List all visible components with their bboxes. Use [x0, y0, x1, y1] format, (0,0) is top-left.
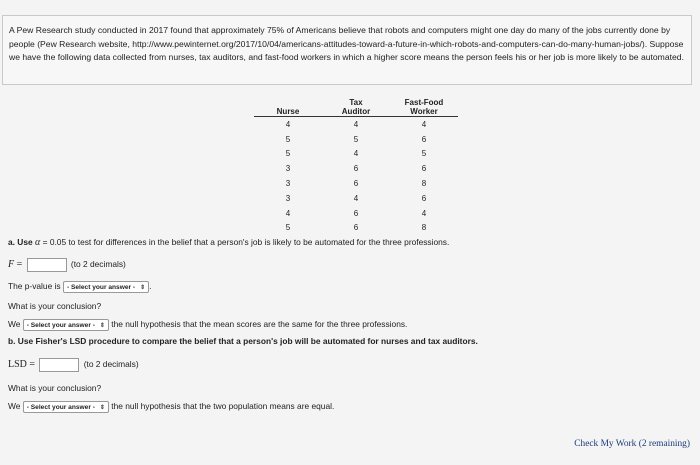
- pvalue-row: The p-value is - Select your answer - ⇕ .: [8, 281, 152, 292]
- table-row: [254, 176, 458, 191]
- table-cell: 4: [353, 193, 359, 203]
- table-cell: 5: [353, 134, 359, 144]
- updown-caret-icon: ⇕: [140, 284, 146, 291]
- table-row: [254, 191, 458, 206]
- part-b-conclusion-question: What is your conclusion?: [8, 383, 102, 393]
- table-cell: 8: [421, 223, 427, 233]
- column-header-tax-auditor: Tax Auditor: [322, 88, 390, 117]
- table-row: [254, 206, 458, 221]
- table-cell: 6: [353, 164, 359, 174]
- lsd-row: LSD = (to 2 decimals): [8, 359, 139, 371]
- part-a-instruction: a. Use α = 0.05 to test for differences in the belief that a person's job is likely to be automated for the three professions.: [8, 237, 450, 248]
- lsd-label: LSD: [8, 359, 27, 371]
- table-header-row: [254, 88, 458, 117]
- table-cell: 5: [285, 223, 291, 233]
- table-row: [254, 221, 458, 236]
- part-b-instruction: b. Use Fisher's LSD procedure to compare the belief that a person's job will be automated for nurses and tax auditors.: [8, 336, 478, 346]
- updown-caret-icon: ⇕: [99, 404, 105, 411]
- column-header-fast-food-worker: Fast-Food Worker: [390, 88, 458, 117]
- table-row: [254, 132, 458, 147]
- problem-statement: [2, 15, 692, 85]
- table-row: [254, 117, 458, 132]
- table-cell: 5: [285, 149, 291, 159]
- f-statistic-input[interactable]: [27, 258, 67, 272]
- table-cell: 4: [353, 149, 359, 159]
- alpha-value: 0.05: [49, 237, 67, 247]
- column-header-nurse: Nurse: [254, 88, 322, 117]
- problem-statement-text: A Pew Research study conducted in 2017 found that approximately 75% of Americans believe that robots and computers might one day do many of the jobs currently done by people (Pew Research website, http://www.pewinternet.org/2017/10/04/americans-attitudes-toward-a-future-in-which-robots-and-computers-can-do-many-human-jobs/). Suppose we have the following data collected from nurses, tax auditors, and fast-food workers in which a higher score means the person feels his or her job is more likely to be automated.: [9, 25, 684, 62]
- table-cell: 6: [421, 193, 427, 203]
- f-row: F = (to 2 decimals): [8, 259, 126, 271]
- part-b-decision-row: We - Select your answer - ⇕ the null hypothesis that the two population means are equal.: [8, 401, 335, 412]
- part-a-conclusion-question: What is your conclusion?: [8, 301, 102, 311]
- table-cell: 5: [421, 149, 427, 159]
- part-b-decision-select[interactable]: - Select your answer - ⇕: [23, 401, 109, 413]
- table-cell: 4: [353, 119, 359, 129]
- table-cell: 6: [421, 164, 427, 174]
- check-my-work-button[interactable]: Check My Work (2 remaining): [574, 439, 690, 449]
- f-hint: (to 2 decimals): [70, 259, 126, 270]
- table-cell: 6: [353, 179, 359, 189]
- table-cell: 5: [285, 134, 291, 144]
- table-cell: 6: [353, 208, 359, 218]
- table-cell: 3: [285, 164, 291, 174]
- table-cell: 3: [285, 193, 291, 203]
- data-table: [254, 88, 458, 235]
- table-cell: 6: [421, 134, 427, 144]
- table-cell: 4: [421, 208, 427, 218]
- pvalue-select[interactable]: - Select your answer - ⇕: [63, 281, 149, 293]
- table-cell: 4: [421, 119, 427, 129]
- lsd-hint: (to 2 decimals): [83, 359, 139, 370]
- lsd-input[interactable]: [39, 358, 79, 372]
- table-row: [254, 161, 458, 176]
- part-a-decision-select[interactable]: - Select your answer - ⇕: [23, 319, 109, 331]
- table-cell: 8: [421, 179, 427, 189]
- alpha-symbol: α: [35, 237, 41, 248]
- updown-caret-icon: ⇕: [99, 322, 105, 329]
- table-cell: 4: [285, 208, 291, 218]
- pvalue-label: The p-value is: [8, 281, 61, 292]
- table-row: [254, 147, 458, 162]
- table-cell: 6: [353, 223, 359, 233]
- f-label: F: [8, 259, 15, 271]
- table-cell: 3: [285, 179, 291, 189]
- table-cell: 4: [285, 119, 291, 129]
- part-a-decision-row: We - Select your answer - ⇕ the null hypothesis that the mean scores are the same for the three professions.: [8, 319, 408, 330]
